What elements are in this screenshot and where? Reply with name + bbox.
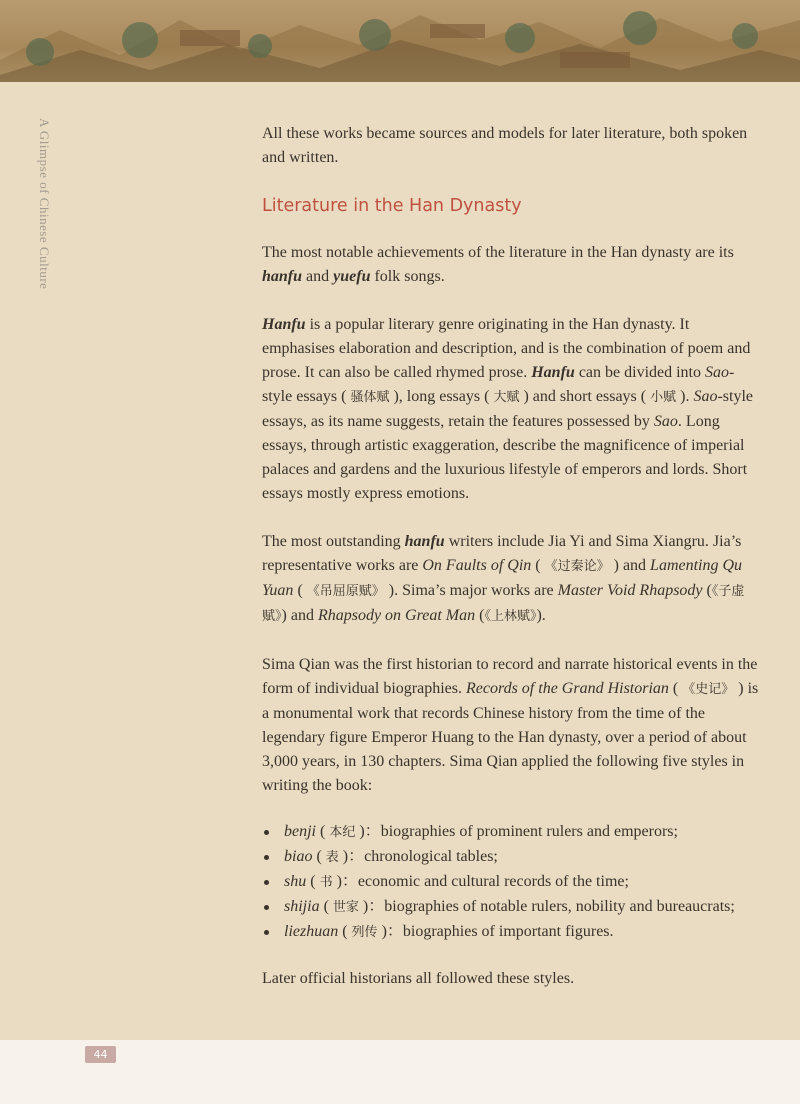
text: . Long essays, through artistic exaggeration, describe the magnificence of imperial palaces and gardens and the luxurious lifestyle of emperors and lords. Short essays mostly express emotions. xyxy=(262,413,748,502)
text: ). xyxy=(676,388,694,405)
text: ( xyxy=(668,680,683,697)
text: )： xyxy=(377,923,403,940)
text: and xyxy=(302,268,334,285)
style-term: shu xyxy=(284,873,307,890)
list-item xyxy=(262,895,762,920)
text: folk songs. xyxy=(370,268,445,285)
chinese-term: 书 xyxy=(319,875,333,890)
chinese-term: 《过秦论》 xyxy=(544,559,610,574)
style-term: shijia xyxy=(284,898,320,915)
chinese-term: 小赋 xyxy=(650,390,677,405)
chinese-term: 《上林赋》 xyxy=(484,609,537,624)
chinese-term: 骚体赋 xyxy=(350,390,390,405)
term-hanfu: Hanfu xyxy=(262,316,306,333)
text: )： xyxy=(355,823,381,840)
text: ) and xyxy=(609,557,651,574)
text: The most outstanding xyxy=(262,533,405,550)
chinese-term: 大赋 xyxy=(493,390,520,405)
text: ) and xyxy=(281,607,318,624)
paragraph-achievements xyxy=(262,241,762,289)
style-term: benji xyxy=(284,823,316,840)
page-number: 44 xyxy=(85,1046,116,1063)
text: )： xyxy=(338,848,365,865)
style-description: biographies of prominent rulers and emperors; xyxy=(380,823,678,840)
list-item xyxy=(262,820,762,845)
style-term: liezhuan xyxy=(284,923,339,940)
text: ( xyxy=(312,848,326,865)
style-description: biographies of important figures. xyxy=(402,923,614,940)
chinese-term: 《吊屈原赋》 xyxy=(306,584,385,599)
text: ( xyxy=(338,923,352,940)
chinese-term: 表 xyxy=(325,850,339,865)
text: The most notable achievements of the literature in the Han dynasty are its xyxy=(262,244,734,261)
text: ). Sima’s major works are xyxy=(384,582,558,599)
text: ), long essays ( xyxy=(389,388,494,405)
landscape-painting-icon xyxy=(0,0,800,82)
term-sao: Sao xyxy=(653,413,678,430)
text: is a popular literary genre originating in the Han dynasty. It emphasises elaboration and description, and is the combination of poem and prose. It can also be called rhymed prose. xyxy=(262,316,751,381)
paragraph-sima-qian xyxy=(262,653,762,798)
style-term: biao xyxy=(284,848,313,865)
text: ( xyxy=(306,873,320,890)
chinese-term: 本纪 xyxy=(329,825,356,840)
chinese-term: 世家 xyxy=(332,900,359,915)
text: ) and short essays ( xyxy=(519,388,651,405)
term-sao: Sao xyxy=(693,388,718,405)
text: -style essays, as its name suggests, retain the features possessed by xyxy=(262,388,753,430)
work-title: Records of the Grand Historian xyxy=(465,680,669,697)
main-text xyxy=(262,122,762,1015)
text: ( xyxy=(319,898,333,915)
work-title: Lamenting Qu Yuan xyxy=(262,557,743,599)
text: )： xyxy=(358,898,385,915)
list-item xyxy=(262,920,762,945)
term-hanfu: hanfu xyxy=(404,533,445,550)
section-heading: Literature in the Han Dynasty xyxy=(262,196,522,216)
spine-title xyxy=(30,118,52,308)
text: Sima Qian was the first historian to record and narrate historical events in the form of individual biographies. xyxy=(262,656,758,697)
work-title: Rhapsody on Great Man xyxy=(317,607,476,624)
running-title: A Glimpse of Chinese Culture xyxy=(37,118,52,290)
text: ( xyxy=(293,582,307,599)
text: ). xyxy=(536,607,546,624)
chinese-term: 《子虚赋》 xyxy=(262,584,745,624)
list-item xyxy=(262,845,762,870)
style-description: biographies of notable rulers, nobility and bureaucrats; xyxy=(384,898,735,915)
text: can be divided into xyxy=(574,364,705,381)
chinese-term: 《史记》 xyxy=(682,682,735,697)
paragraph-writers xyxy=(262,530,762,629)
text: ( xyxy=(702,582,712,599)
paragraph-hanfu xyxy=(262,313,762,506)
intro-paragraph: All these works became sources and models for later literature, both spoken and written. xyxy=(262,125,748,166)
term-hanfu: Hanfu xyxy=(531,364,575,381)
closing-paragraph: Later official historians all followed these styles. xyxy=(262,970,575,987)
text: -style essays ( xyxy=(262,364,735,405)
term-yuefu: yuefu xyxy=(333,268,371,285)
text: ( xyxy=(475,607,485,624)
work-title: On Faults of Qin xyxy=(422,557,532,574)
style-description: economic and cultural records of the time; xyxy=(357,873,629,890)
style-description: chronological tables; xyxy=(364,848,498,865)
work-title: Master Void Rhapsody xyxy=(557,582,703,599)
text: ) is a monumental work that records Chinese history from the time of the legendary figure Emperor Huang to the Han dynasty, over a period of about 3,000 years, in 130 chapters. Sima Qian applied the following five styles in writing the book: xyxy=(262,680,759,794)
text: ( xyxy=(531,557,545,574)
text: writers include Jia Yi and Sima Xiangru. Jia’s representative works are xyxy=(262,533,742,574)
text: )： xyxy=(332,873,358,890)
list-item xyxy=(262,870,762,895)
term-sao: Sao xyxy=(705,364,729,381)
chinese-term: 列传 xyxy=(351,925,378,940)
text: ( xyxy=(316,823,330,840)
styles-list xyxy=(262,820,762,945)
term-hanfu: hanfu xyxy=(262,268,303,285)
